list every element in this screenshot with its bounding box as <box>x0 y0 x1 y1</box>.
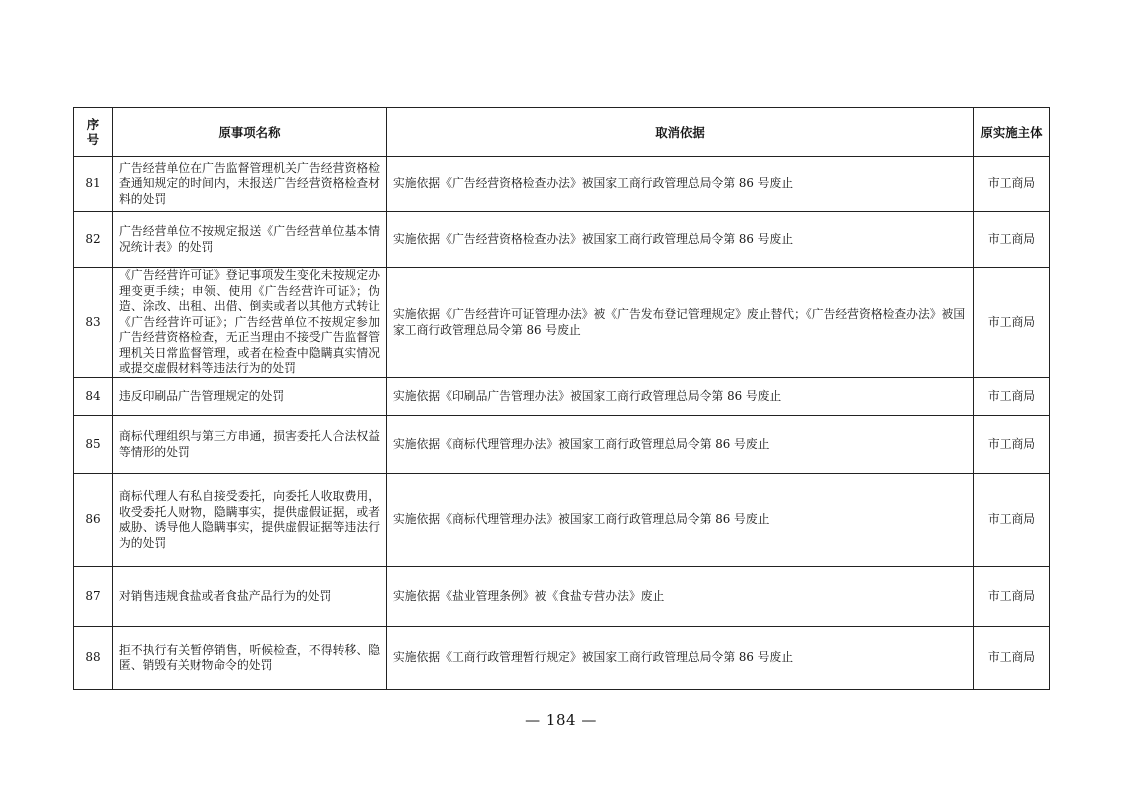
cell-item-name: 违反印刷品广告管理规定的处罚 <box>113 378 387 416</box>
table-row <box>74 416 1050 474</box>
cell-index: 86 <box>74 474 113 567</box>
cell-basis: 实施依据《商标代理管理办法》被国家工商行政管理总局令第 86 号废止 <box>387 416 974 474</box>
cell-item-name: 广告经营单位在广告监督管理机关广告经营资格检查通知规定的时间内，未报送广告经营资格检查材料的处罚 <box>113 157 387 212</box>
cell-subject: 市工商局 <box>974 268 1050 378</box>
cell-subject: 市工商局 <box>974 474 1050 567</box>
cell-basis: 实施依据《广告经营资格检查办法》被国家工商行政管理总局令第 86 号废止 <box>387 212 974 268</box>
table-row <box>74 212 1050 268</box>
table-header <box>74 108 1050 157</box>
cell-subject: 市工商局 <box>974 212 1050 268</box>
cell-item-name: 商标代理人有私自接受委托，向委托人收取费用，收受委托人财物，隐瞒事实，提供虚假证据，或者威胁、诱导他人隐瞒事实，提供虚假证据等违法行为的处罚 <box>113 474 387 567</box>
cell-basis: 实施依据《广告经营资格检查办法》被国家工商行政管理总局令第 86 号废止 <box>387 157 974 212</box>
cell-index: 87 <box>74 567 113 627</box>
cell-subject: 市工商局 <box>974 567 1050 627</box>
cell-basis: 实施依据《商标代理管理办法》被国家工商行政管理总局令第 86 号废止 <box>387 474 974 567</box>
cancellation-table <box>73 107 1050 690</box>
cell-index: 83 <box>74 268 113 378</box>
cell-index: 84 <box>74 378 113 416</box>
table-row <box>74 378 1050 416</box>
table-row <box>74 268 1050 378</box>
cell-subject: 市工商局 <box>974 378 1050 416</box>
header-index-label: 序号 <box>86 117 100 147</box>
cell-basis: 实施依据《盐业管理条例》被《食盐专营办法》废止 <box>387 567 974 627</box>
table-row <box>74 157 1050 212</box>
cell-subject: 市工商局 <box>974 157 1050 212</box>
table-body <box>74 157 1050 690</box>
header-basis: 取消依据 <box>387 108 974 157</box>
cell-subject: 市工商局 <box>974 627 1050 690</box>
header-index <box>74 108 113 157</box>
cell-item-name: 对销售违规食盐或者食盐产品行为的处罚 <box>113 567 387 627</box>
header-item-name: 原事项名称 <box>113 108 387 157</box>
cell-subject: 市工商局 <box>974 416 1050 474</box>
cell-basis: 实施依据《印刷品广告管理办法》被国家工商行政管理总局令第 86 号废止 <box>387 378 974 416</box>
cell-item-name: 《广告经营许可证》登记事项发生变化未按规定办理变更手续；申领、使用《广告经营许可证》；伪造、涂改、出租、出借、倒卖或者以其他方式转让《广告经营许可证》；广告经营单位不按规定参加广告经营资格检查，无正当理由不接受广告监督管理机关日常监督管理，或者在检查中隐瞒真实情况或提交虚假材料等违法行为的处罚 <box>113 268 387 378</box>
cell-basis: 实施依据《工商行政管理暂行规定》被国家工商行政管理总局令第 86 号废止 <box>387 627 974 690</box>
cell-index: 81 <box>74 157 113 212</box>
cell-index: 88 <box>74 627 113 690</box>
cell-item-name: 商标代理组织与第三方串通，损害委托人合法权益等情形的处罚 <box>113 416 387 474</box>
header-row <box>74 108 1050 157</box>
cell-item-name: 拒不执行有关暂停销售，听候检查，不得转移、隐匿、销毁有关财物命令的处罚 <box>113 627 387 690</box>
cell-item-name: 广告经营单位不按规定报送《广告经营单位基本情况统计表》的处罚 <box>113 212 387 268</box>
header-subject: 原实施主体 <box>974 108 1050 157</box>
table-row <box>74 474 1050 567</box>
cell-index: 85 <box>74 416 113 474</box>
table-row <box>74 627 1050 690</box>
cell-index: 82 <box>74 212 113 268</box>
cell-basis: 实施依据《广告经营许可证管理办法》被《广告发布登记管理规定》废止替代；《广告经营资格检查办法》被国家工商行政管理总局令第 86 号废止 <box>387 268 974 378</box>
table-row <box>74 567 1050 627</box>
page-number: — 184 — <box>525 711 597 729</box>
